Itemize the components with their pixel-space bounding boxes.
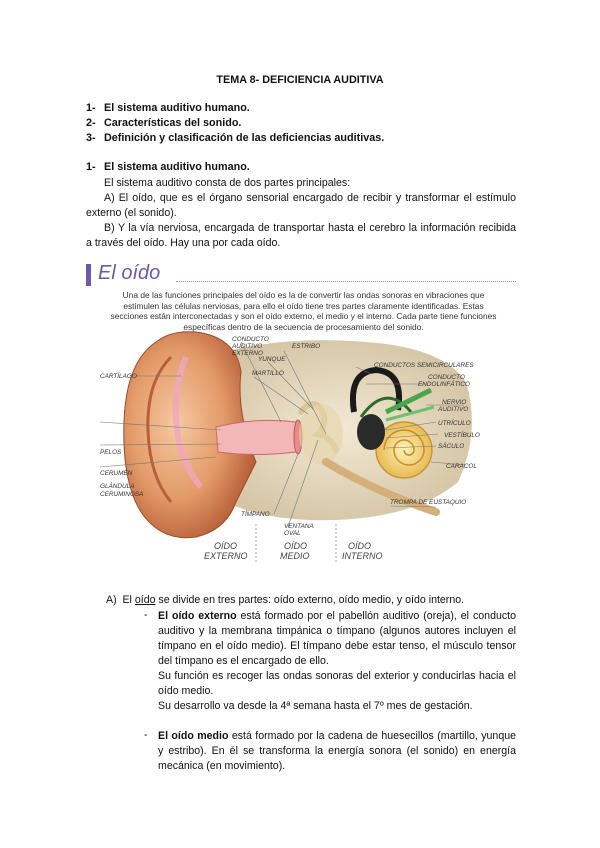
bullet-middle-ear — [144, 729, 517, 774]
section-a-underlined: oído — [134, 594, 156, 606]
section-number: 1- — [86, 161, 96, 173]
section-heading-text: El sistema auditivo humano. — [104, 161, 250, 173]
paragraph-text: está formado por el pabellón auditivo (oreja), el conducto auditivo y la membrana timpánica o tímpano (algunos autores incluyen el tímpano en el oído medio). El tímpano debe estar tenso, el músculo tensor del tímpano es el encargado de ello. — [158, 610, 516, 667]
label-inner-ear-2: INTERNO — [342, 551, 383, 561]
label-canal-2: AUDITIVO — [232, 343, 263, 350]
label-endolymphatic-1: CONDUCTO — [428, 374, 465, 381]
toc-number: 3- — [86, 132, 96, 144]
section-a-pre: El — [122, 594, 135, 606]
label-eardrum: TÍMPANO — [241, 511, 270, 518]
bold-term: El oído medio — [158, 730, 229, 742]
label-nerve-1: NERVIO — [442, 399, 467, 406]
label-gland-2: CERUMINOSA — [100, 491, 144, 498]
figure-intro: Una de las funciones principales del oído es la de convertir las ondas sonoras en vibraciones que estimulen las células nerviosas, para ello el oído tiene tres partes claramente identificadas. Estas secciones están interconectadas y son el oído externo, el medio y el interno. Cada parte tiene funciones específicas dentro de la secuencia de procesamiento del sonido. — [110, 290, 497, 332]
toc-text: Características del sonido. — [104, 117, 242, 129]
bullet-outer-ear — [144, 609, 516, 714]
label-nerve-2: AUDITIVO — [438, 406, 469, 413]
toc-number: 1- — [86, 102, 96, 114]
section-ear-parts — [106, 594, 516, 774]
label-outer-ear-1: OÍDO — [214, 541, 238, 551]
toc-number: 2- — [86, 117, 96, 129]
paragraph — [158, 609, 516, 669]
label-inner-ear-1: OÍDO — [348, 541, 372, 551]
label-canal-3: EXTERNO — [232, 350, 263, 357]
label-cerumen: CERUMEN — [100, 470, 133, 477]
label-saccule: SÁCULO — [438, 443, 465, 450]
toc-text: Definición y clasificación de las deficiencias auditivas. — [104, 132, 385, 144]
label-malleus: MARTILLO — [252, 370, 284, 377]
section-a-post: se divide en tres partes: oído externo, oído medio, y oído interno. — [155, 594, 465, 606]
paragraph: B) Y la vía nerviosa, encargada de transportar hasta el cerebro la información recibida a través del oído. Hay una por cada oído. — [86, 222, 516, 249]
section-auditory-system — [86, 161, 516, 251]
label-cochlea: CARACOL — [446, 463, 477, 470]
label-cartilage: CARTÍLAGO — [100, 373, 137, 380]
ear-canal — [216, 420, 301, 454]
middle-ear-cavity — [299, 404, 343, 464]
ear-anatomy-illustration — [86, 262, 516, 582]
table-of-contents — [86, 102, 384, 147]
toc-text: El sistema auditivo humano. — [104, 102, 250, 114]
label-incus: YUNQUE — [258, 356, 286, 363]
toc-item — [86, 102, 384, 117]
bold-term: El oído externo — [158, 610, 237, 622]
paragraph: El sistema auditivo consta de dos partes principales: — [104, 177, 351, 189]
label-middle-ear-2: MEDIO — [280, 551, 310, 561]
label-eustachian: TROMPA DE EUSTAQUIO — [390, 499, 467, 506]
figure-title: El oído — [98, 262, 161, 284]
document-title: TEMA 8- DEFICIENCIA AUDITIVA — [216, 74, 384, 86]
label-outer-ear-2: EXTERNO — [204, 551, 248, 561]
paragraph: A) El oído, que es el órgano sensorial encargado de recibir y transformar el estímulo externo (el sonido). — [86, 192, 516, 219]
label-vestibule: VESTÍBULO — [444, 432, 480, 439]
paragraph: Su desarrollo va desde la 4ª semana hasta el 7º mes de gestación. — [158, 700, 473, 712]
label-semicircular: CONDUCTOS SEMICIRCULARES — [374, 362, 474, 369]
toc-item — [86, 117, 384, 132]
bullet-dash: - — [144, 609, 148, 621]
toc-item — [86, 132, 384, 147]
label-hair: PELOS — [100, 449, 122, 456]
paragraph — [158, 729, 516, 774]
label-canal-1: CONDUCTO — [232, 336, 269, 343]
paragraph-text: está formado por la cadena de huesecillos (martillo, yunque y estribo). En él se transforma la energía sonora (el sonido) en energía mecánica (en movimiento). — [158, 730, 517, 772]
label-stapes: ESTRIBO — [292, 343, 321, 350]
vestibule — [357, 414, 385, 450]
ear-figure — [86, 262, 516, 582]
label-window-2: OVAL — [284, 530, 301, 537]
label-utricle: UTRÍCULO — [438, 420, 471, 427]
section-a-heading — [106, 594, 516, 608]
label-gland-1: GLÁNDULA — [100, 483, 135, 490]
bullet-dash: - — [144, 729, 148, 741]
label-window-1: VENTANA — [284, 523, 314, 530]
paragraph: Su función es recoger las ondas sonoras del exterior y conducirlas hacia el oído medio. — [158, 670, 516, 697]
section-a-marker: A) — [106, 594, 117, 606]
label-endolymphatic-2: ENDOLINFÁTICO — [418, 381, 470, 388]
label-middle-ear-1: OÍDO — [284, 541, 308, 551]
section-heading — [86, 161, 516, 176]
